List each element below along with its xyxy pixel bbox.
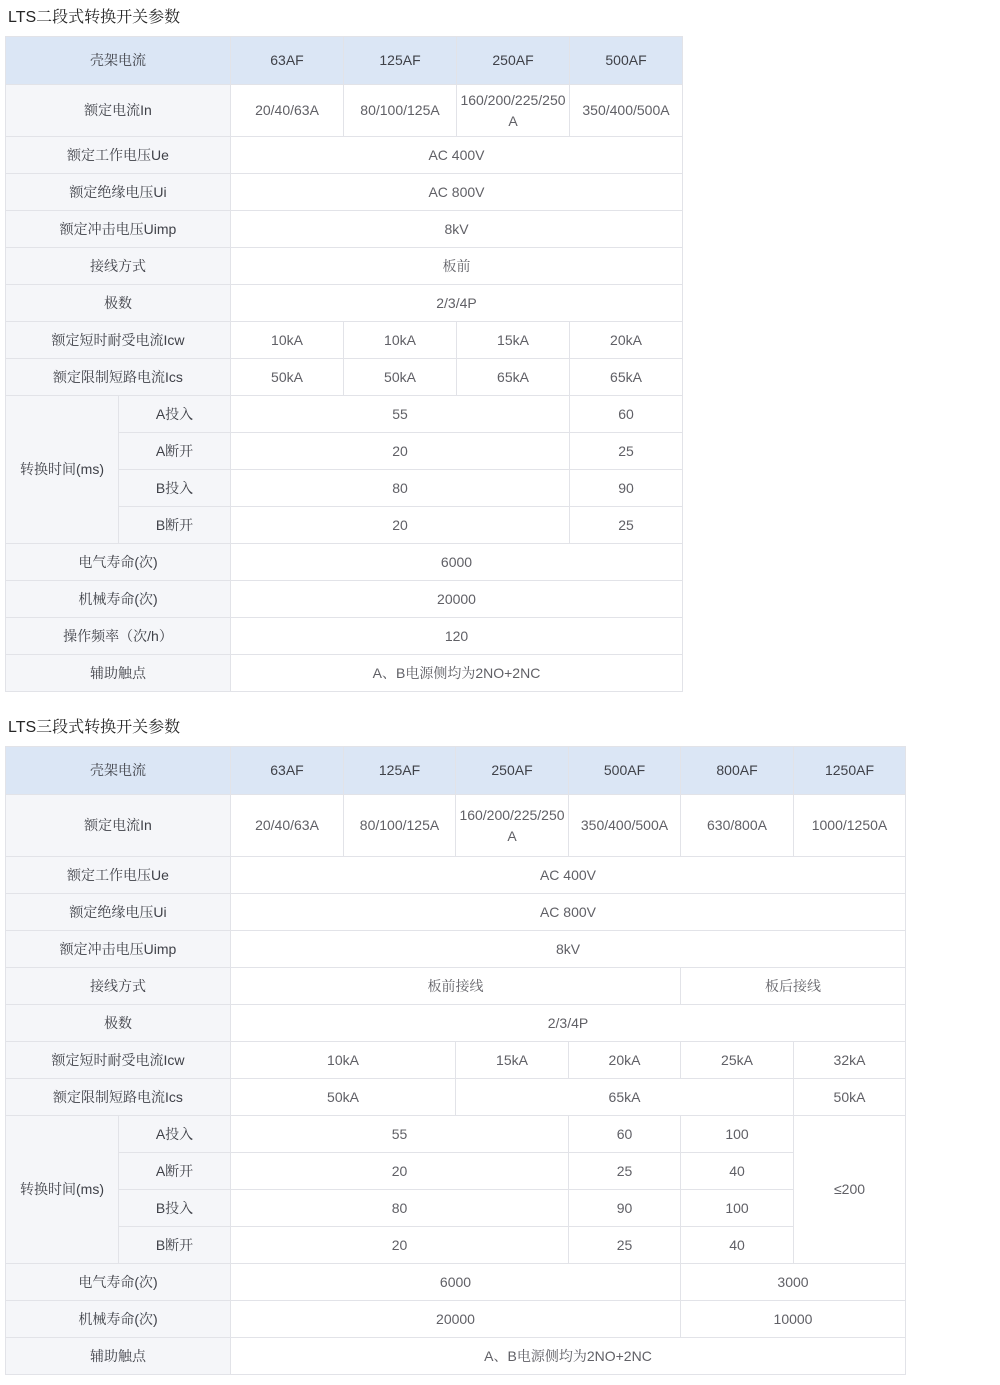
row-label: 机械寿命(次) [6,581,231,618]
column-header-125af: 125AF [344,747,456,795]
row-label: 额定绝缘电压Ui [6,894,231,931]
row-label: 额定电流In [6,795,231,857]
value-cell: 90 [570,470,683,507]
sub-row-label: B投入 [119,470,231,507]
value-cell: 80/100/125A [344,85,457,137]
value-cell: 20/40/63A [231,85,344,137]
transfer-time-group-label: 转换时间(ms) [6,1116,119,1264]
row-ics [6,1079,906,1116]
value-cell: 350/400/500A [569,795,681,857]
value-cell: 120 [231,618,683,655]
row-impulse-voltage [6,211,683,248]
value-cell: 60 [569,1116,681,1153]
row-icw [6,322,683,359]
value-cell: AC 800V [231,174,683,211]
value-cell: 65kA [457,359,570,396]
value-cell-front-wiring: 板前接线 [231,968,681,1005]
row-ics [6,359,683,396]
row-electrical-life [6,1264,906,1301]
row-label: 额定限制短路电流Ics [6,359,231,396]
row-rated-working-voltage [6,857,906,894]
sub-row-label: A断开 [119,1153,231,1190]
value-cell: 15kA [456,1042,569,1079]
value-cell: 20 [231,507,570,544]
sub-row-label: B断开 [119,507,231,544]
row-rated-current [6,795,906,857]
sub-row-label: A投入 [119,396,231,433]
row-rated-working-voltage [6,137,683,174]
value-cell-1250af-limit: ≤200 [794,1116,906,1264]
row-operation-frequency [6,618,683,655]
value-cell: A、B电源侧均为2NO+2NC [231,655,683,692]
value-cell: 40 [681,1227,794,1264]
row-label: 电气寿命(次) [6,1264,231,1301]
value-cell: 25kA [681,1042,794,1079]
value-cell: 6000 [231,544,683,581]
column-header-500af: 500AF [569,747,681,795]
value-cell: 20kA [570,322,683,359]
value-cell: 20 [231,1227,569,1264]
value-cell: 板前 [231,248,683,285]
value-cell: 8kV [231,211,683,248]
row-rated-current [6,85,683,137]
row-mechanical-life [6,581,683,618]
column-header-500af: 500AF [570,37,683,85]
value-cell: 160/200/225/250A [457,85,570,137]
table-header-row [6,747,906,795]
row-label: 接线方式 [6,968,231,1005]
value-cell: 8kV [231,931,906,968]
row-label: 额定工作电压Ue [6,857,231,894]
section-three-stage [5,718,995,1375]
value-cell: 90 [569,1190,681,1227]
row-label: 辅助触点 [6,655,231,692]
value-cell: 25 [569,1153,681,1190]
column-header-63af: 63AF [231,37,344,85]
value-cell: 20kA [569,1042,681,1079]
row-label: 额定冲击电压Uimp [6,211,231,248]
row-aux-contact [6,655,683,692]
value-cell: AC 400V [231,137,683,174]
value-cell: 160/200/225/250A [456,795,569,857]
value-cell: 2/3/4P [231,1005,906,1042]
params-table-two-stage [5,36,683,692]
value-cell: 25 [569,1227,681,1264]
row-transfer-time-a-off [6,1153,906,1190]
row-label: 电气寿命(次) [6,544,231,581]
value-cell: 20/40/63A [231,795,344,857]
column-header-800af: 800AF [681,747,794,795]
row-transfer-time-b-on [6,1190,906,1227]
value-cell: AC 400V [231,857,906,894]
value-cell: 10kA [231,322,344,359]
value-cell: 6000 [231,1264,681,1301]
value-cell: 350/400/500A [570,85,683,137]
header-frame-current: 壳架电流 [6,747,231,795]
value-cell: 15kA [457,322,570,359]
params-table-three-stage [5,746,906,1375]
value-cell: 80 [231,1190,569,1227]
row-mechanical-life [6,1301,906,1338]
value-cell: 20000 [231,1301,681,1338]
value-cell: 50kA [231,359,344,396]
row-label: 额定冲击电压Uimp [6,931,231,968]
row-label: 操作频率（次/h） [6,618,231,655]
sub-row-label: A断开 [119,433,231,470]
sub-row-label: B断开 [119,1227,231,1264]
column-header-125af: 125AF [344,37,457,85]
row-label: 额定绝缘电压Ui [6,174,231,211]
row-label: 接线方式 [6,248,231,285]
header-frame-current: 壳架电流 [6,37,231,85]
row-transfer-time-a-on [6,396,683,433]
table1-title: LTS二段式转换开关参数 [8,9,181,26]
value-cell: A、B电源侧均为2NO+2NC [231,1338,906,1375]
column-header-63af: 63AF [231,747,344,795]
value-cell: 1000/1250A [794,795,906,857]
value-cell: 3000 [681,1264,906,1301]
value-cell: 20 [231,433,570,470]
row-impulse-voltage [6,931,906,968]
value-cell: 630/800A [681,795,794,857]
value-cell-rear-wiring: 板后接线 [681,968,906,1005]
value-cell: 50kA [344,359,457,396]
value-cell: 55 [231,396,570,433]
row-label: 额定工作电压Ue [6,137,231,174]
section-two-stage [5,8,995,692]
value-cell: 50kA [794,1079,906,1116]
value-cell: 25 [570,507,683,544]
row-transfer-time-b-off [6,1227,906,1264]
row-label: 机械寿命(次) [6,1301,231,1338]
value-cell: 100 [681,1190,794,1227]
row-poles [6,285,683,322]
row-rated-insulation-voltage [6,174,683,211]
row-label: 额定限制短路电流Ics [6,1079,231,1116]
value-cell: 80/100/125A [344,795,456,857]
row-poles [6,1005,906,1042]
row-electrical-life [6,544,683,581]
value-cell: 80 [231,470,570,507]
table-header-row [6,37,683,85]
value-cell: 10kA [231,1042,456,1079]
row-label: 额定短时耐受电流Icw [6,322,231,359]
value-cell: 55 [231,1116,569,1153]
value-cell: 32kA [794,1042,906,1079]
row-label: 额定电流In [6,85,231,137]
value-cell: 65kA [570,359,683,396]
column-header-1250af: 1250AF [794,747,906,795]
value-cell: 10kA [344,322,457,359]
row-wiring-method [6,248,683,285]
column-header-250af: 250AF [456,747,569,795]
row-rated-insulation-voltage [6,894,906,931]
row-transfer-time-a-on [6,1116,906,1153]
sub-row-label: B投入 [119,1190,231,1227]
row-label: 额定短时耐受电流Icw [6,1042,231,1079]
column-header-250af: 250AF [457,37,570,85]
transfer-time-group-label: 转换时间(ms) [6,396,119,544]
value-cell: AC 800V [231,894,906,931]
value-cell: 100 [681,1116,794,1153]
row-icw [6,1042,906,1079]
value-cell: 40 [681,1153,794,1190]
row-label: 辅助触点 [6,1338,231,1375]
row-label: 极数 [6,1005,231,1042]
value-cell: 50kA [231,1079,456,1116]
row-aux-contact [6,1338,906,1375]
sub-row-label: A投入 [119,1116,231,1153]
table2-title: LTS三段式转换开关参数 [8,719,181,736]
value-cell: 60 [570,396,683,433]
value-cell: 20 [231,1153,569,1190]
value-cell: 2/3/4P [231,285,683,322]
row-wiring-method [6,968,906,1005]
value-cell: 10000 [681,1301,906,1338]
row-label: 极数 [6,285,231,322]
value-cell: 20000 [231,581,683,618]
value-cell: 65kA [456,1079,794,1116]
value-cell: 25 [570,433,683,470]
